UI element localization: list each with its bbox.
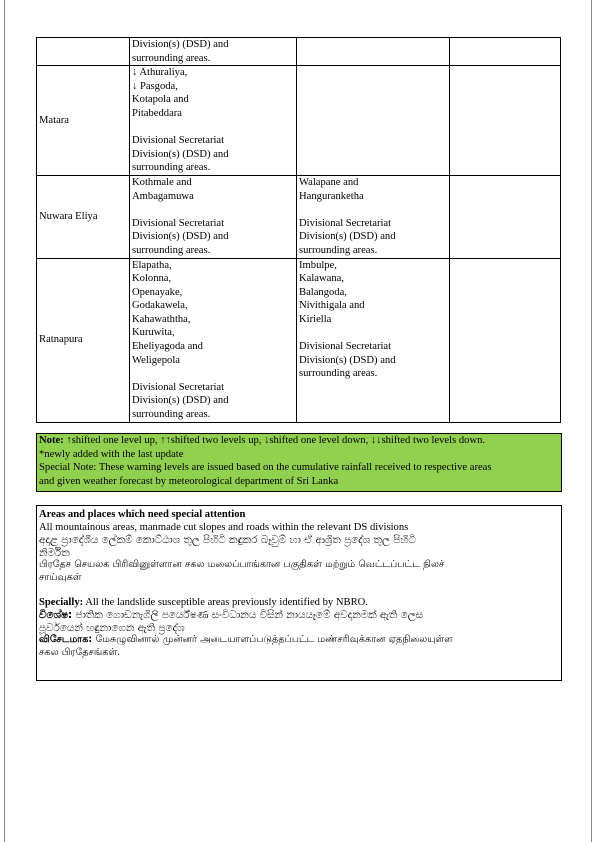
area-line: surrounding areas.	[299, 244, 378, 256]
area-line: surrounding areas.	[299, 368, 378, 380]
tamil-special-text: மேசுழுவினால் முன்னர் அடையாளப்படுத்தப்பட்ட மண்சரிவுக்கான ஏதநிலையுள்ள	[92, 634, 453, 646]
sinhala-description-cont: නිර්මිත	[39, 546, 70, 559]
tamil-special-line	[39, 634, 559, 646]
area-line: Divisional Secretariat	[132, 381, 225, 393]
red-level-cell	[130, 258, 297, 422]
area-line: Division(s) (DSD) and	[299, 354, 396, 366]
note-label: Note:	[39, 435, 64, 446]
page-edge-left	[4, 0, 5, 842]
special-attention-box	[36, 505, 562, 681]
special-note-cont: and given weather forecast by meteorological department of Sri Lanka	[39, 475, 339, 487]
area-line: Kiriella	[299, 313, 332, 325]
area-line: surrounding areas.	[132, 244, 211, 256]
table-row	[37, 66, 561, 176]
specially-line	[39, 596, 559, 609]
red-level-cell	[130, 38, 297, 66]
area-line: Divisional Secretariat	[132, 217, 225, 229]
tamil-description: பிரதேச செயலக பிரிவினுள்ளான சகல மலைப்பாங்கான பகுதிகள் மற்றும் வெட்டப்பட்ட நிலச்	[39, 559, 445, 571]
area-line: Kalawana,	[299, 273, 344, 285]
specially-label: Specially:	[39, 597, 84, 608]
area-line: Godakawela,	[132, 300, 188, 312]
visheshaya-line	[39, 609, 559, 622]
yellow-level-cell	[450, 38, 561, 66]
special-note: Special Note: These warning levels are issued based on the cumulative rainfall received to respective areas	[39, 462, 492, 474]
area-line: Kolonna,	[132, 273, 172, 285]
english-description: All mountainous areas, manmade cut slopes and roads within the relevant DS divisions	[39, 522, 409, 533]
yellow-level-cell	[450, 66, 561, 176]
area-line: Division(s) (DSD) and	[299, 231, 396, 243]
area-line: Pitabeddara	[132, 107, 183, 119]
page-edge-right	[591, 0, 592, 842]
area-line: Divisional Secretariat	[299, 341, 392, 353]
tamil-description-cont: சாய்வுகள்	[39, 571, 82, 583]
district-cell	[37, 175, 130, 258]
area-line: Division(s) (DSD) and	[132, 231, 229, 243]
yellow-level-cell	[450, 175, 561, 258]
area-line: ↓ Pasgoda,	[132, 80, 178, 92]
amber-level-cell	[297, 258, 450, 422]
area-line: Hanguranketha	[299, 190, 364, 202]
area-line: Kuruwita,	[132, 327, 175, 339]
district-cell	[37, 66, 130, 176]
area-line: Walapane and	[299, 176, 359, 188]
table-row	[37, 175, 561, 258]
area-line: Balangoda,	[299, 286, 347, 298]
area-line: surrounding areas.	[132, 52, 211, 64]
amber-level-cell	[297, 175, 450, 258]
specially-text: All the landslide susceptible areas previously identified by NBRO.	[83, 597, 368, 608]
district-cell	[37, 38, 130, 66]
area-line: Kahawaththa,	[132, 313, 191, 325]
area-line: Division(s) (DSD) and	[132, 39, 229, 50]
amber-level-cell	[297, 38, 450, 66]
district-name: Ratnapura	[39, 334, 83, 346]
area-line: Division(s) (DSD) and	[132, 148, 229, 160]
area-line: Elapatha,	[132, 259, 172, 271]
district-cell	[37, 258, 130, 422]
area-line: Imbulpe,	[299, 259, 337, 271]
yellow-level-cell	[450, 258, 561, 422]
table-row	[37, 258, 561, 422]
table-row	[37, 38, 561, 66]
area-line: Kothmale and	[132, 176, 192, 188]
area-line: Divisional Secretariat	[299, 217, 392, 229]
area-line: Weligepola	[132, 354, 180, 366]
note-text: ↑shifted one level up, ↑↑shifted two levels up, ↓shifted one level down, ↓↓shifted two levels down.	[63, 435, 486, 446]
area-line: Eheliyagoda and	[132, 341, 203, 353]
area-line: Division(s) (DSD) and	[132, 395, 229, 407]
special-attention-heading: Areas and places which need special attention	[39, 509, 246, 520]
area-line: ↓ Athuraliya,	[132, 67, 188, 79]
area-line: Ambagamuwa	[132, 190, 194, 202]
tamil-special-text-cont: சகல பிரதேசங்கள்.	[39, 646, 121, 658]
visheshaya-text: ජාතික ගොඩනැගිලි පර්යේෂණ සංවිධානය විසින් නායයෑමේ අවදානමක් ඇති ලෙස	[72, 609, 424, 621]
note-box	[36, 433, 562, 492]
newly-added-note: *newly added with the last update	[39, 448, 184, 460]
visheshaya-text-cont: පූර්වයෙන් හඳුනාගෙන ඇති ප්‍රදේශ	[39, 621, 185, 634]
district-name: Nuwara Eliya	[39, 210, 98, 222]
sinhala-description: අදාළ ප්‍රාදේශීය ලේකම් කොට්ඨාශ තුල පිහිටි කඳුකර බෑවුම් හා ඒ ආශ්‍රිත ප්‍රදේශ තුල පිහිටි	[39, 534, 416, 546]
district-name: Matara	[39, 114, 69, 126]
area-line: surrounding areas.	[132, 162, 211, 174]
tamil-special-label: விசேடமாக:	[39, 634, 93, 646]
area-line: Openayake,	[132, 286, 183, 298]
area-line: surrounding areas.	[132, 409, 211, 421]
visheshaya-label: විශේෂ:	[39, 609, 73, 621]
red-level-cell	[130, 175, 297, 258]
area-line: Nivithigala and	[299, 300, 365, 312]
red-level-cell	[130, 66, 297, 176]
amber-level-cell	[297, 66, 450, 176]
landslide-warning-table	[36, 37, 561, 423]
area-line: Divisional Secretariat	[132, 135, 225, 147]
area-line: Kotapola and	[132, 94, 189, 106]
